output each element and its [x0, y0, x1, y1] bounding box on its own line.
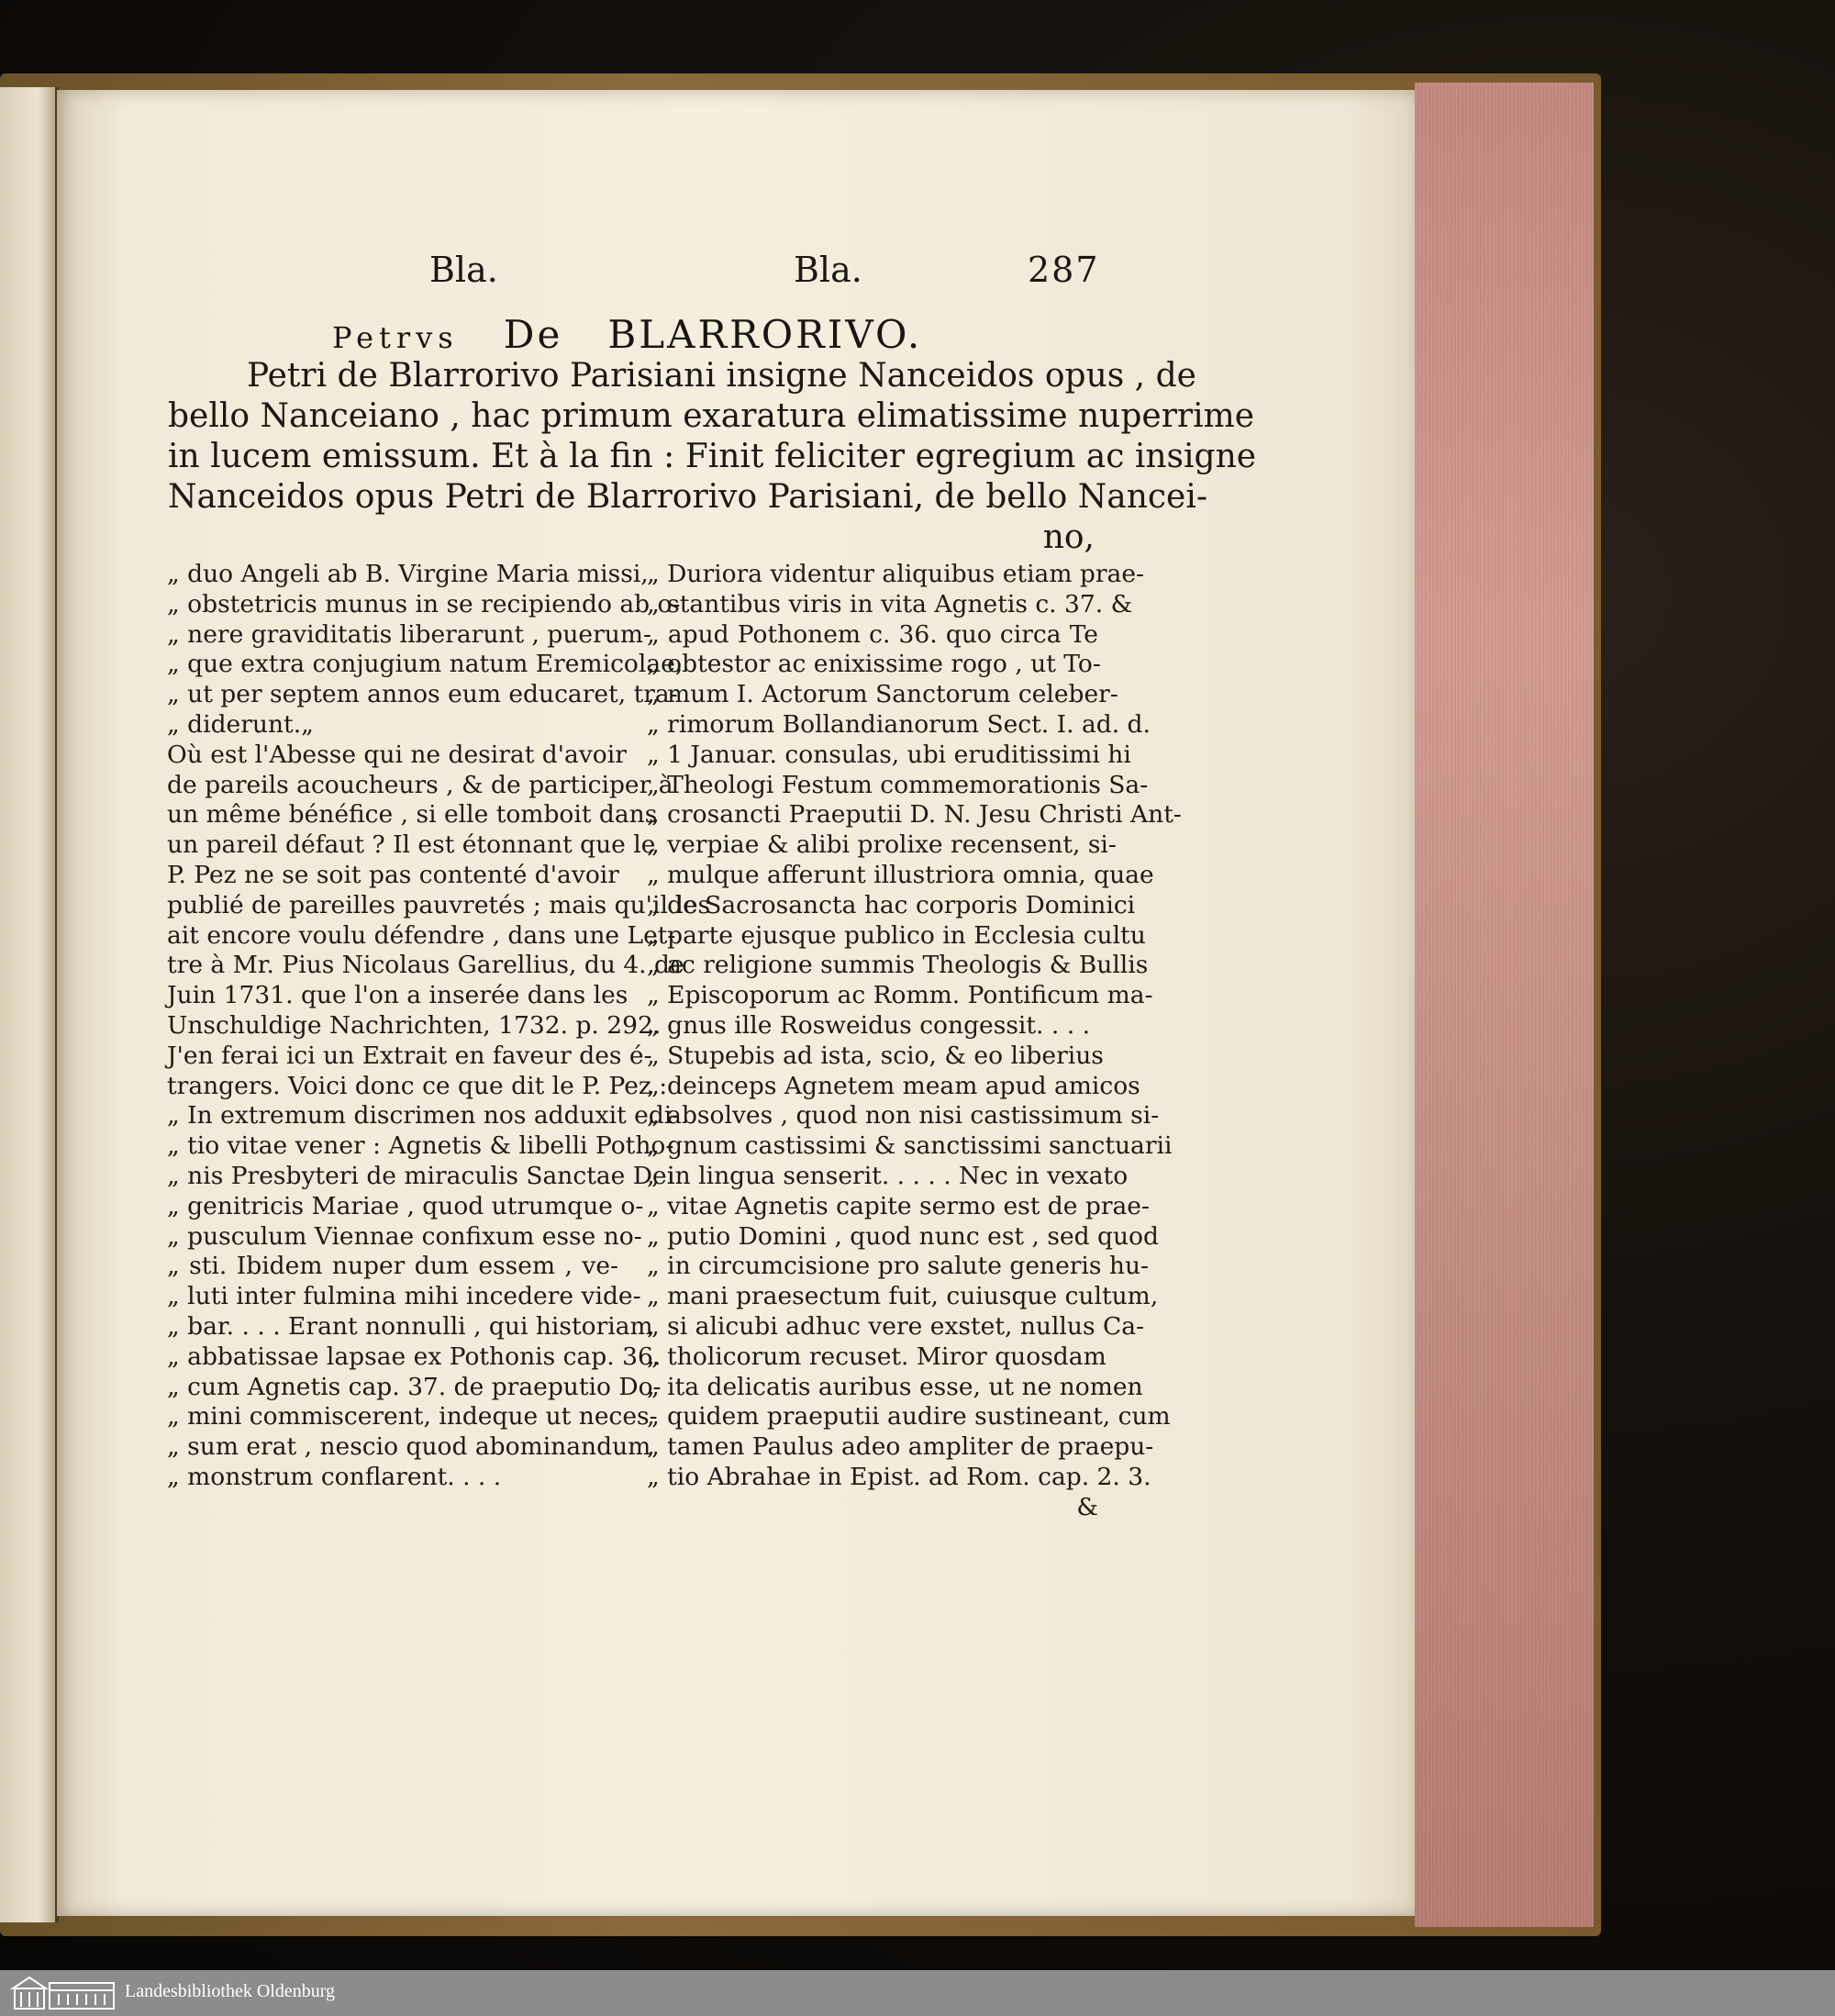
text-line: „ abbatissae lapsae ex Pothonis cap. 36. — [167, 1342, 662, 1371]
text-line: de pareils acoucheurs , & de participer à — [167, 770, 673, 799]
running-header-center: Bla. — [794, 250, 862, 290]
text-line: „ si alicubi adhuc vere exstet, nullus Ca- — [647, 1311, 1145, 1341]
title-name: BLARRORIVO. — [607, 312, 923, 357]
text-line: „ quidem praeputii audire sustineant, cum — [647, 1402, 1171, 1431]
text-line: „ nis Presbyteri de miraculis Sanctae Dei — [167, 1161, 675, 1190]
text-line: ait encore voulu défendre , dans une Let- — [167, 920, 676, 950]
text-line: „ Stupebis ad ista, scio, & eo liberius — [647, 1041, 1104, 1070]
text-line: „ tamen Paulus adeo ampliter de praepu- — [647, 1432, 1154, 1462]
text-line: tre à Mr. Pius Nicolaus Garellius, du 4. de — [167, 951, 684, 980]
text-line: „ de Sacrosancta hac corporis Dominici — [647, 890, 1136, 919]
text-line: „ ut per septem annos eum educaret, tra- — [167, 680, 678, 709]
text-line: „ Theologi Festum commemorationis Sa- — [647, 770, 1149, 799]
text-line: „ stantibus viris in vita Agnetis c. 37. & — [647, 589, 1133, 618]
text-line: „ cum Agnetis cap. 37. de praeputio Do- — [167, 1372, 662, 1401]
intro-line: Nanceidos opus Petri de Blarrorivo Parisiani, de bello Nancei- — [168, 478, 1208, 516]
left-column — [167, 560, 711, 1493]
library-building-icon — [9, 1974, 117, 2012]
text-line: „ genitricis Mariae , quod utrumque o- — [167, 1191, 644, 1220]
page-block-edges — [1415, 83, 1594, 1927]
text-line: „ tholicorum recuset. Miror quosdam — [647, 1342, 1107, 1371]
text-line: „ mulque afferunt illustriora omnia, quae — [647, 860, 1154, 889]
entry-title — [332, 312, 1158, 357]
text-line: „ in lingua senserit. . . . . Nec in vexato — [647, 1161, 1129, 1190]
text-line: „ mani praesectum fuit, cuiusque cultum, — [647, 1282, 1159, 1311]
text-line: „ putio Domini , quod nunc est , sed quod — [647, 1221, 1159, 1251]
text-line: „ sti. Ibidem nuper dum essem , ve- — [167, 1252, 618, 1281]
title-prefix: Petrvs — [332, 320, 459, 355]
text-line: „ parte ejusque publico in Ecclesia cultu — [647, 920, 1146, 950]
text-line: un même bénéfice , si elle tomboit dans — [167, 800, 658, 830]
text-line: „ ita delicatis auribus esse, ut ne nomen — [647, 1372, 1143, 1401]
intro-line: bello Nanceiano , hac primum exaratura elimatissime nuperrime — [168, 397, 1255, 435]
text-line: „ gnum castissimi & sanctissimi sanctuarii — [647, 1131, 1173, 1161]
intro-line: Petri de Blarrorivo Parisiani insigne Nanceidos opus , de — [247, 357, 1196, 395]
text-line: „ vitae Agnetis capite sermo est de prae- — [647, 1191, 1150, 1220]
text-line: „ obtestor ac enixissime rogo , ut To- — [647, 650, 1101, 679]
text-line: „ bar. . . . Erant nonnulli , qui historiam — [167, 1311, 653, 1341]
text-line: „ ac religione summis Theologis & Bullis — [647, 951, 1149, 980]
intro-line: no, — [1042, 518, 1095, 556]
text-line: „ obstetricis munus in se recipiendo ab o- — [167, 589, 681, 618]
text-line: Juin 1731. que l'on a inserée dans les — [167, 981, 628, 1010]
left-page-edge — [0, 87, 59, 1922]
text-line: „ in circumcisione pro salute generis hu- — [647, 1252, 1150, 1281]
catchword: & — [1076, 1492, 1098, 1521]
text-line: „ tio Abrahae in Epist. ad Rom. cap. 2. 3. — [647, 1462, 1151, 1491]
text-line: „ absolves , quod non nisi castissimum si- — [647, 1101, 1160, 1131]
text-line: „ que extra conjugium natum Eremicolae, — [167, 650, 684, 679]
text-line: „ sum erat , nescio quod abominandum — [167, 1432, 651, 1462]
text-line: „ rimorum Bollandianorum Sect. I. ad. d. — [647, 709, 1151, 739]
footer-bar — [0, 1970, 1835, 2016]
text-line: „ Duriora videntur aliquibus etiam prae- — [647, 560, 1144, 588]
text-line: „ verpiae & alibi prolixe recensent, si- — [647, 830, 1117, 860]
text-line: „ mum I. Actorum Sanctorum celeber- — [647, 680, 1118, 709]
title-middle: De — [503, 312, 563, 357]
intro-paragraph — [168, 356, 1257, 558]
text-line: „ 1 Januar. consulas, ubi eruditissimi hi — [647, 740, 1131, 769]
text-line: „ mini commiscerent, indeque ut neces- — [167, 1402, 658, 1431]
text-line: J'en ferai ici un Extrait en faveur des é- — [167, 1041, 652, 1070]
text-line: „ duo Angeli ab B. Virgine Maria missi, — [167, 560, 649, 588]
right-column — [647, 560, 1182, 1523]
intro-line: in lucem emissum. Et à la fin : Finit feliciter egregium ac insigne — [168, 438, 1257, 475]
text-line: „ nere graviditatis liberarunt , puerum- — [167, 619, 651, 649]
text-line: „ deinceps Agnetem meam apud amicos — [647, 1071, 1140, 1100]
text-line: un pareil défaut ? Il est étonnant que le — [167, 830, 656, 860]
running-header-left: Bla. — [429, 250, 498, 290]
text-line: „ In extremum discrimen nos adduxit edi- — [167, 1101, 681, 1131]
text-line: „ gnus ille Rosweidus congessit. . . . — [647, 1010, 1091, 1040]
text-line: „ apud Pothonem c. 36. quo circa Te — [647, 619, 1098, 649]
library-name: Landesbibliothek Oldenburg — [125, 1981, 336, 2001]
text-line: „ crosancti Praeputii D. N. Jesu Christi Ant- — [647, 800, 1182, 830]
text-line: „ monstrum conflarent. . . . — [167, 1462, 502, 1491]
text-line: P. Pez ne se soit pas contenté d'avoir — [167, 860, 619, 889]
page-number: 287 — [1028, 250, 1100, 290]
text-line: „ diderunt.„ — [167, 709, 314, 739]
text-line: „ tio vitae vener : Agnetis & libelli Potho- — [167, 1131, 674, 1161]
text-line: „ Episcoporum ac Romm. Pontificum ma- — [647, 981, 1153, 1010]
text-line: Unschuldige Nachrichten, 1732. p. 292. — [167, 1010, 662, 1040]
text-line: trangers. Voici donc ce que dit le P. Pez : — [167, 1071, 668, 1100]
text-line: publié de pareilles pauvretés ; mais qu'il les — [167, 890, 711, 919]
text-line: „ pusculum Viennae confixum esse no- — [167, 1221, 642, 1251]
text-line: Où est l'Abesse qui ne desirat d'avoir — [167, 740, 627, 769]
text-line: „ luti inter fulmina mihi incedere vide- — [167, 1282, 641, 1311]
